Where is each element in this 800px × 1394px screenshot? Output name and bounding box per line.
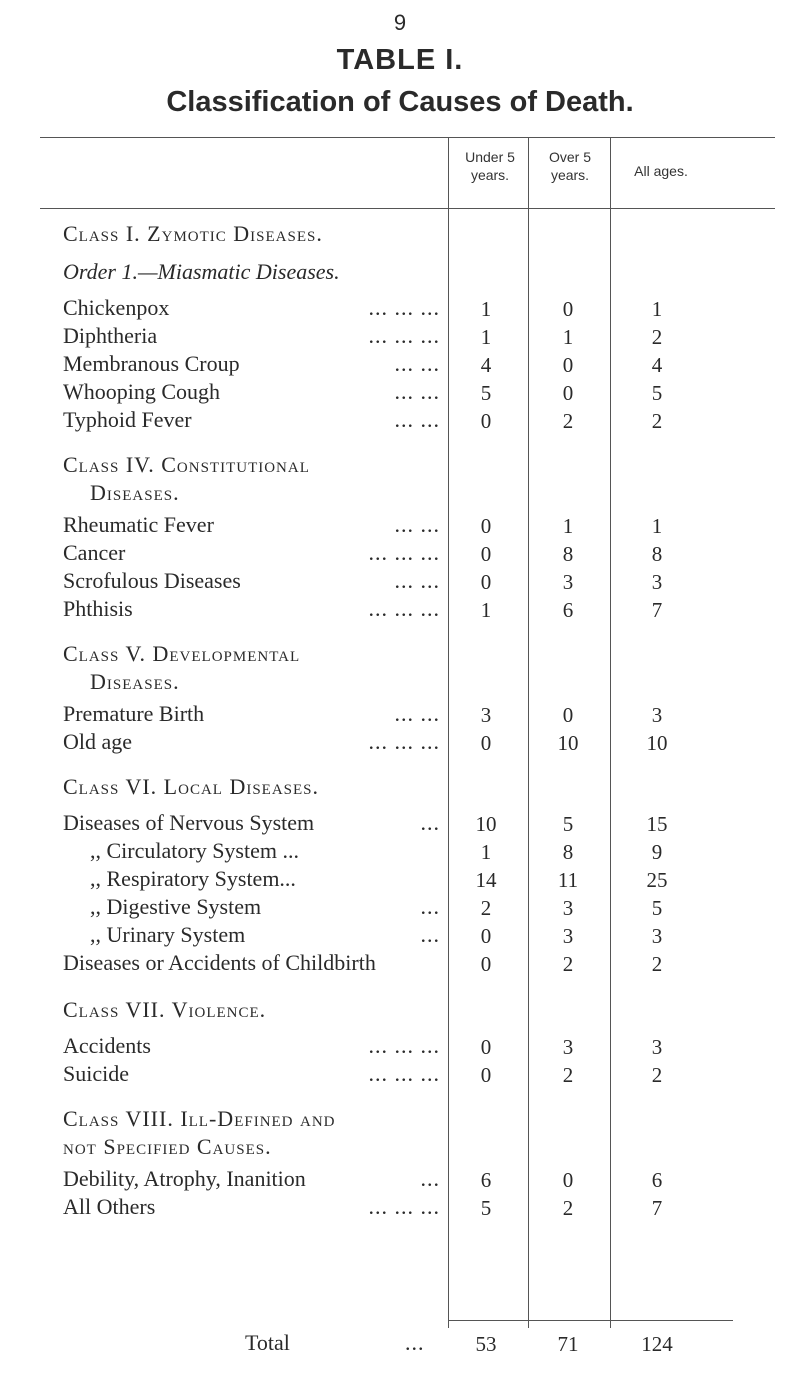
- row-under-5: 6: [480, 1168, 492, 1192]
- row-all-ages: 3: [651, 924, 663, 948]
- row-leader-dots: ...: [420, 894, 440, 919]
- row-leader-dots: ... ... ...: [368, 1033, 440, 1058]
- row-label: ,, Circulatory System ...: [90, 838, 299, 863]
- row-leader-dots: ... ...: [394, 351, 440, 376]
- column-header-all-ages: All ages.: [634, 163, 688, 179]
- row-leader-dots: ... ...: [394, 568, 440, 593]
- row-over-5: 10: [557, 731, 579, 755]
- row-over-5: 2: [562, 1063, 574, 1087]
- column-rule-2: [528, 138, 529, 1328]
- row-label: Rheumatic Fever: [63, 512, 214, 537]
- row-over-5: 3: [562, 570, 574, 594]
- row-leader-dots: ... ... ...: [368, 1194, 440, 1219]
- row-leader-dots: ...: [420, 922, 440, 947]
- row-over-5: 0: [562, 297, 574, 321]
- row-all-ages: 3: [651, 703, 663, 727]
- section-heading-continued: Diseases.: [90, 669, 180, 694]
- row-under-5: 0: [480, 514, 492, 538]
- row-under-5: 0: [480, 542, 492, 566]
- row-leader-dots: ... ... ...: [368, 1061, 440, 1086]
- section-heading-continued: Diseases.: [90, 480, 180, 505]
- row-all-ages: 9: [651, 840, 663, 864]
- header-bottom-rule: [40, 208, 775, 209]
- row-leader-dots: ... ...: [394, 379, 440, 404]
- row-label: Diseases of Nervous System: [63, 810, 315, 835]
- row-all-ages: 5: [651, 381, 663, 405]
- row-all-ages: 10: [646, 731, 668, 755]
- row-under-5: 0: [480, 1063, 492, 1087]
- row-under-5: 1: [480, 297, 492, 321]
- row-label: Scrofulous Diseases: [63, 568, 241, 593]
- table-title: TABLE I.: [336, 44, 464, 76]
- row-all-ages: 3: [651, 1035, 663, 1059]
- row-leader-dots: ... ... ...: [368, 323, 440, 348]
- table-subtitle: Classification of Causes of Death.: [166, 86, 634, 118]
- row-label: Phthisis: [63, 596, 133, 621]
- row-leader-dots: ... ... ...: [368, 295, 440, 320]
- row-label: Whooping Cough: [63, 379, 221, 404]
- row-under-5: 1: [480, 840, 492, 864]
- row-leader-dots: ... ...: [394, 407, 440, 432]
- row-over-5: 2: [562, 409, 574, 433]
- column-header-over-5: Over 5 years.: [548, 149, 591, 183]
- row-leader-dots: ...: [420, 810, 440, 835]
- section-heading: Class V. Developmental: [63, 641, 301, 666]
- row-leader-dots: ... ...: [394, 512, 440, 537]
- row-over-5: 5: [562, 812, 574, 836]
- row-all-ages: 1: [651, 514, 663, 538]
- row-under-5: 0: [480, 952, 492, 976]
- row-label: ,, Digestive System: [90, 894, 262, 919]
- row-under-5: 5: [480, 381, 492, 405]
- row-under-5: 4: [480, 353, 492, 377]
- row-under-5: 14: [475, 868, 497, 892]
- section-heading: Class I. Zymotic Diseases.: [63, 221, 323, 246]
- row-label: Diseases or Accidents of Childbirth: [63, 950, 376, 975]
- row-all-ages: 1: [651, 297, 663, 321]
- row-all-ages: 5: [651, 896, 663, 920]
- row-over-5: 3: [562, 896, 574, 920]
- row-under-5: 3: [480, 703, 492, 727]
- row-over-5: 3: [562, 1035, 574, 1059]
- row-under-5: 1: [480, 325, 492, 349]
- row-label: Premature Birth: [63, 701, 205, 726]
- row-all-ages: 7: [651, 1196, 663, 1220]
- header-top-rule: [40, 137, 775, 138]
- row-all-ages: 25: [646, 868, 668, 892]
- row-all-ages: 8: [651, 542, 663, 566]
- column-rule-1: [448, 138, 449, 1328]
- row-leader-dots: ... ...: [394, 701, 440, 726]
- section-order: Order 1.—Miasmatic Diseases.: [63, 259, 340, 284]
- row-over-5: 1: [562, 325, 574, 349]
- row-over-5: 6: [562, 598, 574, 622]
- section-heading: Class VII. Violence.: [63, 997, 267, 1022]
- row-over-5: 1: [562, 514, 574, 538]
- row-all-ages: 3: [651, 570, 663, 594]
- row-label: ,, Urinary System: [90, 922, 246, 947]
- column-header-under-5: Under 5 years.: [465, 149, 515, 183]
- row-over-5: 0: [562, 1168, 574, 1192]
- row-leader-dots: ...: [420, 1166, 440, 1191]
- row-over-5: 0: [562, 381, 574, 405]
- row-label: Typhoid Fever: [63, 407, 192, 432]
- total-under-5: 53: [475, 1332, 497, 1356]
- row-label: ,, Respiratory System...: [90, 866, 296, 891]
- row-over-5: 0: [562, 353, 574, 377]
- row-label: Cancer: [63, 540, 126, 565]
- row-all-ages: 2: [651, 952, 663, 976]
- row-label: Membranous Croup: [63, 351, 240, 376]
- total-leader-dots: ...: [405, 1330, 425, 1355]
- row-all-ages: 2: [651, 409, 663, 433]
- total-label: Total: [245, 1330, 290, 1355]
- section-heading: Class IV. Constitutional: [63, 452, 310, 477]
- row-under-5: 10: [475, 812, 497, 836]
- row-over-5: 0: [562, 703, 574, 727]
- column-rule-3: [610, 138, 611, 1328]
- row-under-5: 2: [480, 896, 492, 920]
- total-all-ages: 124: [641, 1332, 673, 1356]
- total-over-5: 71: [557, 1332, 579, 1356]
- row-all-ages: 2: [651, 1063, 663, 1087]
- row-under-5: 1: [480, 598, 492, 622]
- row-label: All Others: [63, 1194, 156, 1219]
- row-all-ages: 6: [651, 1168, 663, 1192]
- total-rule: [448, 1320, 733, 1321]
- row-label: Chickenpox: [63, 295, 170, 320]
- row-over-5: 8: [562, 840, 574, 864]
- row-all-ages: 2: [651, 325, 663, 349]
- row-under-5: 0: [480, 409, 492, 433]
- page-number: 9: [393, 10, 407, 35]
- row-under-5: 0: [480, 731, 492, 755]
- row-under-5: 5: [480, 1196, 492, 1220]
- row-label: Old age: [63, 729, 133, 754]
- row-all-ages: 7: [651, 598, 663, 622]
- row-under-5: 0: [480, 924, 492, 948]
- row-label: Diphtheria: [63, 323, 158, 348]
- row-leader-dots: ... ... ...: [368, 540, 440, 565]
- section-heading: Class VIII. Ill-Defined and: [63, 1106, 336, 1131]
- row-leader-dots: ... ... ...: [368, 729, 440, 754]
- row-over-5: 2: [562, 952, 574, 976]
- row-over-5: 2: [562, 1196, 574, 1220]
- row-all-ages: 15: [646, 812, 668, 836]
- row-label: Debility, Atrophy, Inanition: [63, 1166, 306, 1191]
- row-label: Suicide: [63, 1061, 129, 1086]
- row-over-5: 3: [562, 924, 574, 948]
- section-heading: Class VI. Local Diseases.: [63, 774, 320, 799]
- row-under-5: 0: [480, 1035, 492, 1059]
- section-heading-continued: not Specified Causes.: [63, 1134, 272, 1159]
- row-under-5: 0: [480, 570, 492, 594]
- row-label: Accidents: [63, 1033, 151, 1058]
- row-all-ages: 4: [651, 353, 663, 377]
- row-leader-dots: ... ... ...: [368, 596, 440, 621]
- row-over-5: 8: [562, 542, 574, 566]
- row-over-5: 11: [557, 868, 579, 892]
